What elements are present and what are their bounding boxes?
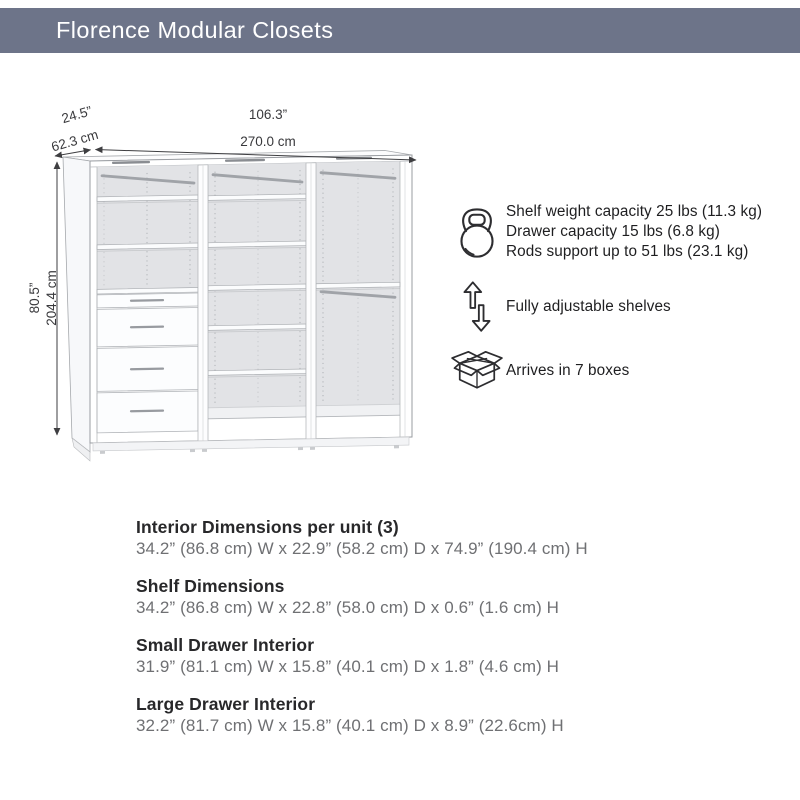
header-bar	[0, 8, 800, 53]
spec-title: Large Drawer Interior	[136, 694, 316, 714]
depth-cm-label: 62.3 cm	[49, 126, 100, 155]
spec-title: Interior Dimensions per unit (3)	[136, 517, 399, 537]
spec-value: 31.9” (81.1 cm) W x 15.8” (40.1 cm) D x 1.8” (4.6 cm) H	[136, 657, 560, 676]
kettlebell-icon	[448, 205, 506, 259]
spec-large-drawer	[136, 693, 756, 737]
adjustable-arrows-icon	[448, 280, 506, 334]
closet-diagram	[18, 92, 428, 472]
spec-value: 34.2” (86.8 cm) W x 22.9” (58.2 cm) D x 74.9” (190.4 cm) H	[136, 539, 588, 558]
spec-value: 32.2” (81.7 cm) W x 15.8” (40.1 cm) D x 8.9” (22.6cm) H	[136, 716, 564, 735]
spec-interior-dimensions	[136, 516, 756, 560]
feature-line: Shelf weight capacity 25 lbs (11.3 kg)	[506, 203, 763, 220]
page-title: Florence Modular Closets	[56, 17, 334, 43]
feature-weight-capacity	[448, 202, 796, 262]
feature-line: Fully adjustable shelves	[506, 298, 671, 315]
width-inches-label: 106.3”	[248, 107, 288, 122]
feature-boxes	[448, 348, 796, 394]
shipping-box-icon	[448, 348, 506, 394]
feature-line: Arrives in 7 boxes	[506, 362, 630, 379]
depth-inches-label: 24.5”	[59, 103, 94, 127]
feature-line: Drawer capacity 15 lbs (6.8 kg)	[506, 223, 720, 240]
features-list	[448, 202, 796, 412]
spec-shelf-dimensions	[136, 575, 756, 619]
spec-list	[136, 516, 756, 752]
spec-value: 34.2” (86.8 cm) W x 22.8” (58.0 cm) D x 0.6” (1.6 cm) H	[136, 598, 560, 617]
spec-title: Shelf Dimensions	[136, 576, 285, 596]
height-cm-label: 204.4 cm	[44, 270, 59, 326]
height-inches-label: 80.5”	[27, 282, 42, 314]
spec-small-drawer	[136, 634, 756, 678]
cabinet-front	[90, 155, 412, 454]
feature-adjustable-shelves	[448, 280, 796, 334]
cabinet-side-panel	[63, 157, 90, 452]
spec-title: Small Drawer Interior	[136, 635, 315, 655]
feature-line: Rods support up to 51 lbs (23.1 kg)	[506, 243, 749, 260]
width-cm-label: 270.0 cm	[240, 134, 296, 149]
